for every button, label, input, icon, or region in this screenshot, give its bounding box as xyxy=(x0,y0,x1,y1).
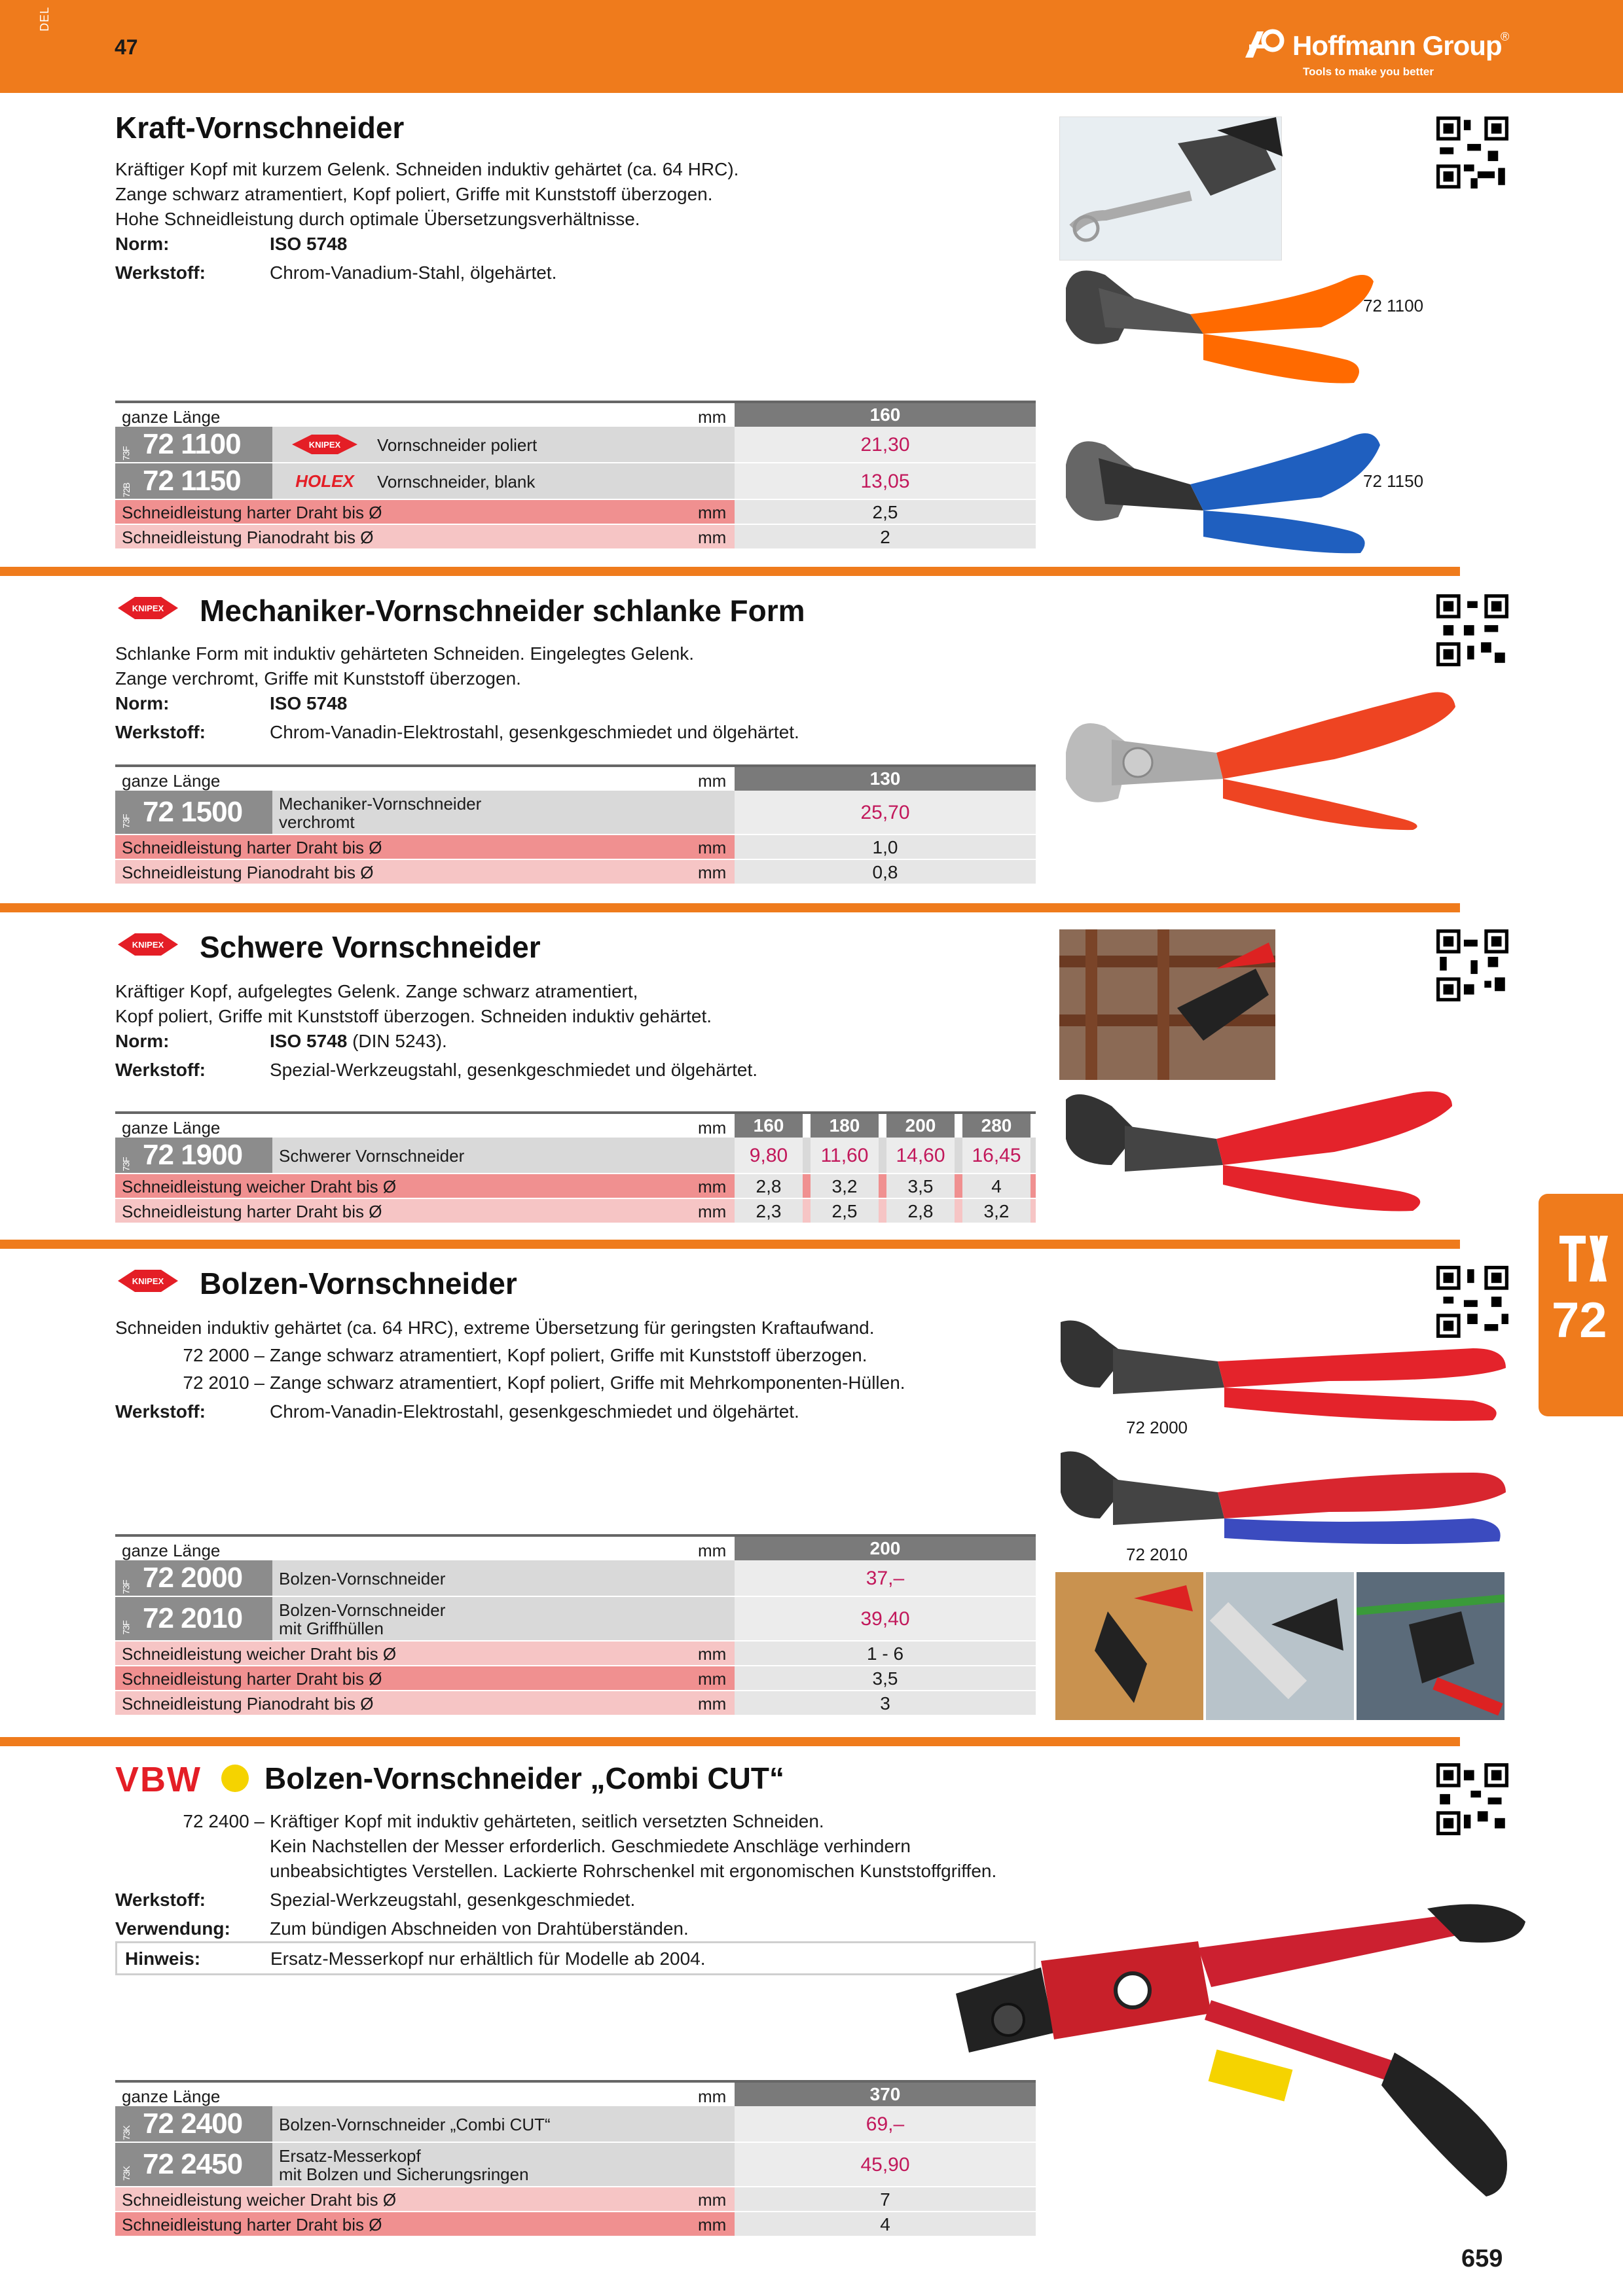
spec-value: 2,5 xyxy=(735,500,1036,524)
length-label: ganze Länge xyxy=(122,771,221,791)
page-header xyxy=(0,0,1623,93)
vbw-brand-text: VBW xyxy=(115,1760,202,1799)
product-photo-rebar xyxy=(1059,929,1275,1080)
spec-row xyxy=(115,1174,1036,1199)
section2-title: Mechaniker-Vornschneider schlanke Form xyxy=(200,594,805,628)
werkstoff-label: Werkstoff: xyxy=(115,722,206,742)
spec-value: 1,0 xyxy=(735,835,1036,859)
spec-unit: mm xyxy=(698,838,727,857)
spec-label: Schneidleistung weicher Draht bis Ø xyxy=(122,2190,397,2210)
section3-table xyxy=(115,1111,1036,1224)
werkstoff-label: Werkstoff: xyxy=(115,262,206,283)
image-ref-721100: 72 1100 xyxy=(1363,296,1424,315)
desc-line: unbeabsichtigtes Verstellen. Lackierte Rohrschenkel mit ergonomischen Kunststoffgriffen. xyxy=(270,1861,997,1881)
pliers-722000-icon xyxy=(1054,1316,1512,1427)
spec-row xyxy=(115,2212,1036,2237)
desc-line: Kräftiger Kopf mit induktiv gehärteten, seitlich versetzten Schneiden. xyxy=(270,1811,824,1831)
table-row-721100[interactable] xyxy=(115,427,1036,463)
section-separator xyxy=(0,903,1460,912)
section4-description xyxy=(115,1316,905,1424)
verwendung-label: Verwendung: xyxy=(115,1918,230,1939)
product-photo-wire xyxy=(1357,1572,1504,1720)
sub-text: Zange schwarz atramentiert, Kopf poliert, Griffe mit Mehrkomponenten-Hüllen. xyxy=(270,1372,905,1393)
spec-unit: mm xyxy=(698,1177,727,1196)
werkstoff-label: Werkstoff: xyxy=(115,1401,206,1422)
price: 14,60 xyxy=(886,1138,955,1173)
rebar-photo-icon xyxy=(1059,929,1275,1080)
brand-text: KNIPEX xyxy=(132,1276,164,1286)
spec-label: Schneidleistung Pianodraht bis Ø xyxy=(122,528,374,547)
werkstoff-label: Werkstoff: xyxy=(115,1060,206,1080)
article-code[interactable] xyxy=(115,1597,272,1640)
article-name: Bolzen-Vornschneider xyxy=(279,1569,446,1588)
spec-value: 3,2 xyxy=(962,1199,1030,1223)
section2-table xyxy=(115,764,1036,885)
spec-label: Schneidleistung harter Draht bis Ø xyxy=(122,503,382,522)
desc-line: Kein Nachstellen der Messer erforderlich. Geschmiedete Anschläge verhindern xyxy=(270,1836,911,1856)
article-number: 72 2000 xyxy=(143,1562,243,1594)
spec-row xyxy=(115,835,1036,860)
price-group: 72B xyxy=(120,483,132,497)
desc-line: Schneiden induktiv gehärtet (ca. 64 HRC), extreme Übersetzung für geringsten Kraftaufwand. xyxy=(115,1318,875,1338)
section-separator xyxy=(0,567,1460,576)
length-label: ganze Länge xyxy=(122,2087,221,2106)
wood-cut-icon xyxy=(1055,1572,1203,1720)
desc-line: Hohe Schneidleistung durch optimale Übersetzungsverhältnisse. xyxy=(115,209,640,229)
werkstoff-value: Spezial-Werkzeugstahl, gesenkgeschmiedet und ölgehärtet. xyxy=(270,1060,758,1080)
price-group: 73K xyxy=(120,2126,132,2140)
spec-row xyxy=(115,525,1036,550)
brand-text: KNIPEX xyxy=(308,440,341,450)
article-code[interactable] xyxy=(115,427,272,462)
article-name: Vornschneider poliert xyxy=(377,435,538,455)
table-header-row xyxy=(115,764,1036,791)
desc-line: Zange schwarz atramentiert, Kopf poliert, Griffe mit Kunststoff überzogen. xyxy=(115,184,713,204)
price: 21,30 xyxy=(735,427,1036,462)
price: 13,05 xyxy=(735,463,1036,499)
spec-unit: mm xyxy=(698,1202,727,1221)
article-name-line: mit Bolzen und Sicherungsringen xyxy=(279,2164,529,2184)
brand-text: HOLEX xyxy=(295,471,354,491)
size-header: 180 xyxy=(811,1114,879,1138)
article-code[interactable] xyxy=(115,1560,272,1596)
article-name xyxy=(279,1601,445,1638)
spec-label: Schneidleistung harter Draht bis Ø xyxy=(122,1669,382,1689)
norm-label: Norm: xyxy=(115,693,170,713)
norm-label: Norm: xyxy=(115,1031,170,1051)
spec-unit: mm xyxy=(698,2215,727,2234)
hoffmann-logo-icon xyxy=(1244,27,1290,59)
table-row-722400[interactable] xyxy=(115,2106,1036,2143)
sub-code: 72 2000 – xyxy=(183,1345,264,1365)
pliers-721500-icon xyxy=(1059,687,1511,831)
side-label: DEL xyxy=(38,6,51,31)
spring-cut-icon xyxy=(1206,1572,1354,1720)
size-header: 370 xyxy=(735,2083,1036,2106)
brand-name: Hoffmann Group xyxy=(1292,30,1502,61)
page-number: 659 xyxy=(1461,2245,1503,2272)
spec-value: 4 xyxy=(735,2212,1036,2236)
product-photo-spring-cut xyxy=(1059,117,1282,260)
size-header: 280 xyxy=(962,1114,1030,1138)
section1-title: Kraft-Vornschneider xyxy=(115,111,405,145)
article-name: Bolzen-Vornschneider „Combi CUT“ xyxy=(279,2115,551,2134)
spec-value: 2 xyxy=(735,525,1036,548)
article-name: Schwerer Vornschneider xyxy=(279,1146,465,1166)
table-row-722010[interactable] xyxy=(115,1597,1036,1641)
section2-description xyxy=(115,641,799,745)
brand-text: KNIPEX xyxy=(132,940,164,950)
header-page-number: 47 xyxy=(115,35,138,59)
spec-value: 4 xyxy=(962,1174,1030,1198)
hoffmann-logo[interactable] xyxy=(1244,27,1519,80)
pliers-722010-icon xyxy=(1054,1446,1512,1551)
article-code[interactable] xyxy=(115,463,272,499)
werkstoff-label: Werkstoff: xyxy=(115,1890,206,1910)
article-code[interactable] xyxy=(115,1138,272,1173)
image-ref-722000: 72 2000 xyxy=(1126,1418,1188,1437)
spec-row xyxy=(115,1199,1036,1224)
pliers-721900-icon xyxy=(1059,1086,1511,1217)
werkstoff-value: Chrom-Vanadin-Elektrostahl, gesenkgeschmiedet und ölgehärtet. xyxy=(270,722,799,742)
image-ref-721150: 72 1150 xyxy=(1363,471,1424,491)
table-row-722000[interactable] xyxy=(115,1560,1036,1597)
spec-unit: mm xyxy=(698,503,727,522)
brand-reg: ® xyxy=(1501,30,1510,43)
article-number: 72 2400 xyxy=(143,2108,243,2140)
spec-label: Schneidleistung harter Draht bis Ø xyxy=(122,838,382,857)
table-header-row xyxy=(115,401,1036,427)
spec-label: Schneidleistung harter Draht bis Ø xyxy=(122,1202,382,1221)
article-number: 72 2010 xyxy=(143,1602,243,1634)
price: 25,70 xyxy=(735,791,1036,834)
article-name-line: Mechaniker-Vornschneider xyxy=(279,794,482,814)
length-label: ganze Länge xyxy=(122,1118,221,1138)
desc-line: Zange verchromt, Griffe mit Kunststoff überzogen. xyxy=(115,668,521,689)
article-name xyxy=(279,2147,529,2183)
qr-code-icon[interactable] xyxy=(1436,117,1508,188)
spec-value: 7 xyxy=(735,2187,1036,2211)
spec-value: 0,8 xyxy=(735,860,1036,884)
spec-row xyxy=(115,2187,1036,2212)
table-header-row xyxy=(115,2080,1036,2106)
price-group: 73F xyxy=(120,814,132,829)
price: 16,45 xyxy=(962,1138,1030,1173)
spec-value: 2,5 xyxy=(811,1199,879,1223)
norm-label: Norm: xyxy=(115,234,170,254)
spec-row xyxy=(115,860,1036,885)
pliers-721100-icon xyxy=(1059,262,1504,386)
spec-unit: mm xyxy=(698,528,727,547)
qr-code-icon[interactable] xyxy=(1436,929,1508,1001)
article-code[interactable] xyxy=(115,2143,272,2186)
hinweis-label: Hinweis: xyxy=(125,1948,201,1969)
article-number: 72 1100 xyxy=(143,428,241,460)
article-name: Vornschneider, blank xyxy=(377,472,536,492)
norm-extra: (DIN 5243). xyxy=(347,1031,447,1051)
price-group: 73F xyxy=(120,446,132,461)
qr-code-icon[interactable] xyxy=(1436,594,1508,666)
spec-row xyxy=(115,1666,1036,1691)
size-header: 160 xyxy=(735,1114,803,1138)
section1-description xyxy=(115,157,739,285)
brand-tagline: Tools to make you better xyxy=(1303,65,1434,78)
price: 39,40 xyxy=(735,1597,1036,1640)
spec-label: Schneidleistung Pianodraht bis Ø xyxy=(122,863,374,882)
wire-cut-icon xyxy=(1357,1572,1504,1720)
spec-value: 2,3 xyxy=(735,1199,803,1223)
vbw-logo xyxy=(115,1759,202,1800)
price-group: 73F xyxy=(120,1621,132,1635)
spec-value: 3 xyxy=(735,1691,1036,1715)
section5-table xyxy=(115,2080,1036,2237)
size-header: 200 xyxy=(886,1114,955,1138)
section3-description xyxy=(115,979,757,1083)
table-row-722450[interactable] xyxy=(115,2143,1036,2187)
spec-value: 2,8 xyxy=(735,1174,803,1198)
article-number: 72 1150 xyxy=(143,465,241,497)
chapter-number: 72 xyxy=(1552,1293,1607,1348)
qr-code-icon[interactable] xyxy=(1436,1763,1508,1835)
article-number: 72 1500 xyxy=(143,796,243,828)
knipex-logo-icon xyxy=(115,593,181,623)
norm-value: ISO 5748 xyxy=(270,693,348,713)
unit-label: mm xyxy=(698,1541,727,1560)
section4-table xyxy=(115,1534,1036,1716)
article-number: 72 2450 xyxy=(143,2148,243,2180)
article-name-line: mit Griffhüllen xyxy=(279,1619,384,1638)
brand-text: KNIPEX xyxy=(132,603,164,613)
hinweis-box xyxy=(115,1941,1036,1975)
size-header: 200 xyxy=(735,1537,1036,1560)
norm-value: ISO 5748 xyxy=(270,1031,348,1051)
article-name-line: verchromt xyxy=(279,812,355,832)
table-row-721500[interactable] xyxy=(115,791,1036,835)
werkstoff-value: Chrom-Vanadium-Stahl, ölgehärtet. xyxy=(270,262,557,283)
price-group: 73K xyxy=(120,2166,132,2181)
price: 37,– xyxy=(735,1560,1036,1596)
section4-title: Bolzen-Vornschneider xyxy=(200,1266,517,1300)
spec-label: Schneidleistung weicher Draht bis Ø xyxy=(122,1177,397,1196)
pliers-icon xyxy=(1557,1232,1609,1284)
price-group: 73F xyxy=(120,1580,132,1594)
chapter-tab[interactable] xyxy=(1539,1194,1623,1416)
spec-value: 2,8 xyxy=(886,1199,955,1223)
sub-code: 72 2400 – xyxy=(183,1811,264,1831)
spec-label: Schneidleistung weicher Draht bis Ø xyxy=(122,1644,397,1664)
spec-label: Schneidleistung Pianodraht bis Ø xyxy=(122,1694,374,1713)
spec-unit: mm xyxy=(698,1669,727,1689)
section-separator xyxy=(0,1737,1460,1746)
spec-value: 1 - 6 xyxy=(735,1641,1036,1665)
desc-line: Schlanke Form mit induktiv gehärteten Schneiden. Eingelegtes Gelenk. xyxy=(115,643,695,664)
article-name-line: Bolzen-Vornschneider xyxy=(279,1600,446,1620)
section5-description xyxy=(115,1809,996,1941)
desc-line: Kräftiger Kopf, aufgelegtes Gelenk. Zange schwarz atramentiert, xyxy=(115,981,638,1001)
product-photo-spring xyxy=(1206,1572,1354,1720)
knipex-logo-icon xyxy=(115,929,181,960)
spec-row xyxy=(115,1691,1036,1716)
spec-row xyxy=(115,500,1036,525)
article-code[interactable] xyxy=(115,791,272,834)
spec-row xyxy=(115,1641,1036,1666)
pliers-photo-icon xyxy=(1060,117,1283,261)
price: 45,90 xyxy=(735,2143,1036,2186)
werkstoff-value: Chrom-Vanadin-Elektrostahl, gesenkgeschmiedet und ölgehärtet. xyxy=(270,1401,799,1422)
pliers-721150-icon xyxy=(1059,425,1504,556)
spec-unit: mm xyxy=(698,1694,727,1713)
knipex-logo-icon xyxy=(285,431,364,458)
unit-label: mm xyxy=(698,407,727,427)
unit-label: mm xyxy=(698,2087,727,2106)
spec-value: 3,5 xyxy=(886,1174,955,1198)
table-row-721150[interactable] xyxy=(115,463,1036,500)
sub-text: Zange schwarz atramentiert, Kopf poliert, Griffe mit Kunststoff überzogen. xyxy=(270,1345,867,1365)
spec-label: Schneidleistung harter Draht bis Ø xyxy=(122,2215,382,2234)
image-ref-722010: 72 2010 xyxy=(1126,1545,1188,1564)
table-header-row xyxy=(115,1111,1036,1138)
price: 11,60 xyxy=(811,1138,879,1173)
section3-title: Schwere Vornschneider xyxy=(200,930,541,964)
size-header: 130 xyxy=(735,767,1036,791)
unit-label: mm xyxy=(698,771,727,791)
spec-value: 3,5 xyxy=(735,1666,1036,1690)
hinweis-value: Ersatz-Messerkopf nur erhältlich für Modelle ab 2004. xyxy=(270,1948,706,1969)
product-photo-wood xyxy=(1055,1572,1203,1720)
length-label: ganze Länge xyxy=(122,1541,221,1560)
spec-unit: mm xyxy=(698,863,727,882)
spec-unit: mm xyxy=(698,2190,727,2210)
section1-table xyxy=(115,401,1036,550)
article-code[interactable] xyxy=(115,2106,272,2142)
length-label: ganze Länge xyxy=(122,407,221,427)
yellow-dot-icon xyxy=(220,1763,250,1793)
spec-unit: mm xyxy=(698,1644,727,1664)
section-separator xyxy=(0,1240,1460,1249)
bolt-cutter-722400-icon xyxy=(949,1902,1532,2210)
size-header: 160 xyxy=(735,403,1036,427)
price: 69,– xyxy=(735,2106,1036,2142)
table-row-721900[interactable] xyxy=(115,1138,1036,1174)
price: 9,80 xyxy=(735,1138,803,1173)
werkstoff-value: Spezial-Werkzeugstahl, gesenkgeschmiedet. xyxy=(270,1890,636,1910)
section5-title: Bolzen-Vornschneider „Combi CUT“ xyxy=(264,1761,784,1795)
desc-line: Kopf poliert, Griffe mit Kunststoff überzogen. Schneiden induktiv gehärtet. xyxy=(115,1006,712,1026)
table-header-row xyxy=(115,1534,1036,1560)
article-name xyxy=(279,795,481,831)
unit-label: mm xyxy=(698,1118,727,1138)
knipex-logo-icon xyxy=(115,1266,181,1296)
article-name-line: Ersatz-Messerkopf xyxy=(279,2146,421,2166)
holex-logo-icon xyxy=(285,467,364,495)
desc-line: Kräftiger Kopf mit kurzem Gelenk. Schneiden induktiv gehärtet (ca. 64 HRC). xyxy=(115,159,739,179)
verwendung-value: Zum bündigen Abschneiden von Drahtüberständen. xyxy=(270,1918,689,1939)
norm-value: ISO 5748 xyxy=(270,234,348,254)
article-number: 72 1900 xyxy=(143,1139,243,1171)
sub-code: 72 2010 – xyxy=(183,1372,264,1393)
price-group: 73F xyxy=(120,1157,132,1172)
spec-value: 3,2 xyxy=(811,1174,879,1198)
